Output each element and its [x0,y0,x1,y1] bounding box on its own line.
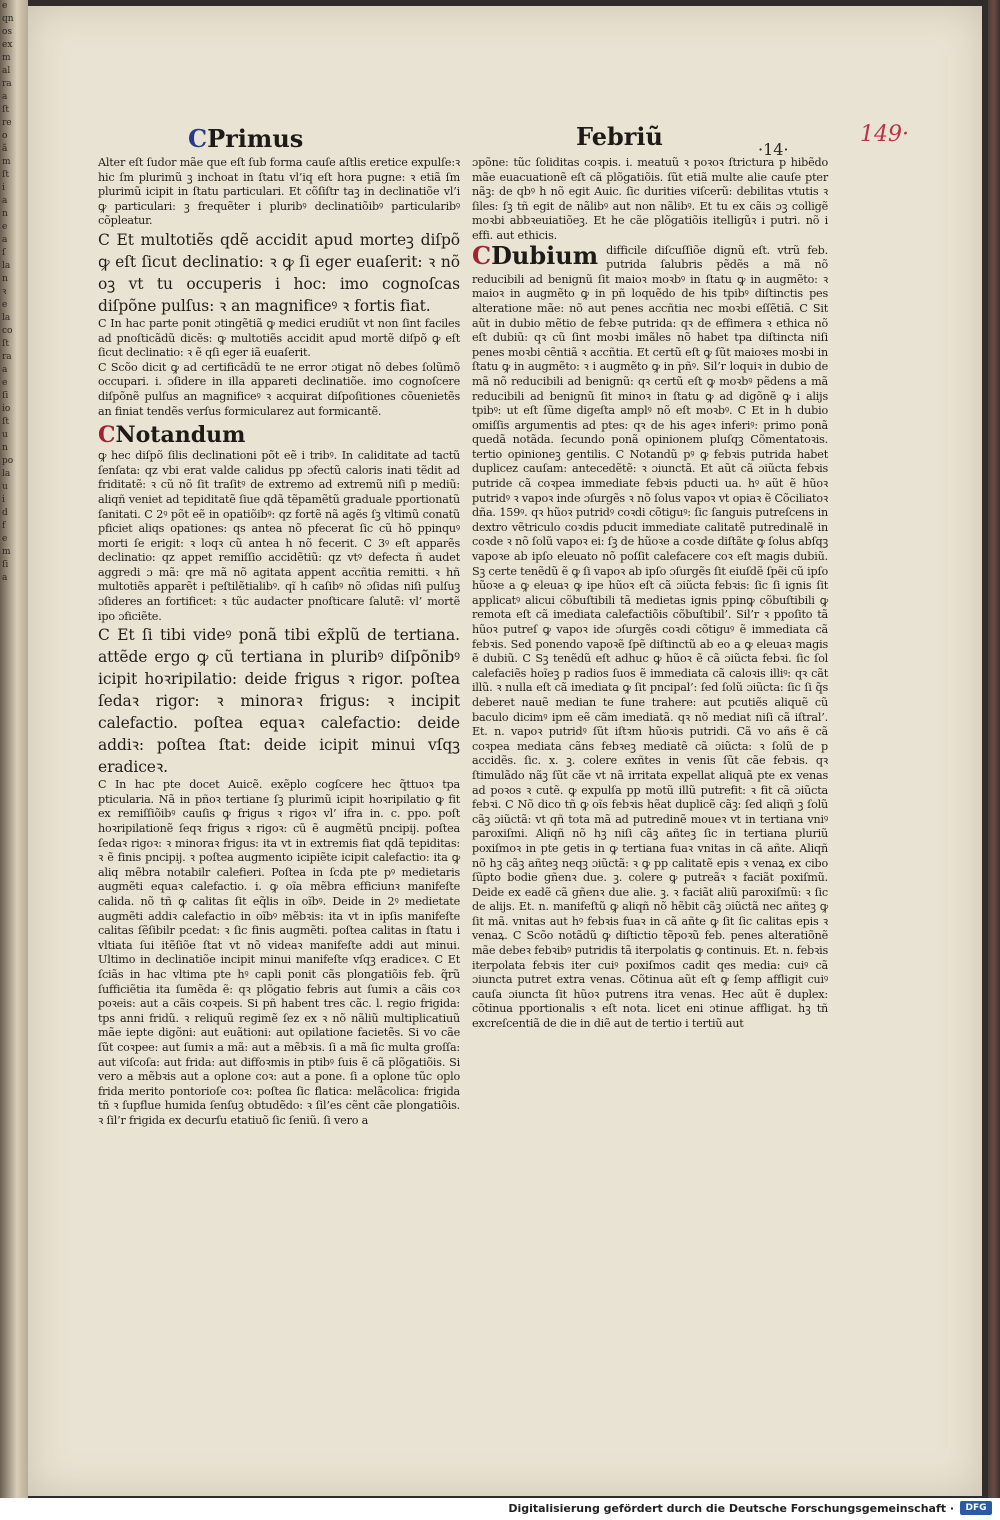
previous-page-fragment: ra [2,352,12,362]
previous-page-fragment: e [2,222,8,232]
commentary-paragraph: C In hac parte ponit ɔtingẽtiã ꝙ medici erudiũt vt non ſint faciles ad pnoſticãdũ dicẽs: ꝙ multotiẽs accidit apud mortẽ diſpõ ꝙ eſt ſicut declinatio: ꝛ ẽ qſi eger iã euaſerit. [98,316,460,360]
dubium-word: Dubium [491,240,599,270]
previous-page-fragment: n [2,209,8,219]
previous-page-fragment: e [2,378,8,388]
previous-page-fragment: o [2,131,8,141]
previous-page-fragment: ſ [2,248,6,258]
commentary-paragraph: C Scõo dicit ꝙ ad certificãdũ te ne error ɔtigat nõ debes ſolũmõ occupari. i. ɔſidere in illa appareti declinatiõe. imo cognoſcere diſpõnẽ pulſus an magnificeꝰ ꝛ acquirat diſpoſitiones cõuenietẽs an finiat tendẽs verſus formicularez aut formicantẽ. [98,360,460,418]
previous-page-fragment: ſi [2,560,9,570]
dubium-heading [472,242,598,270]
previous-page-fragment: po [2,456,14,466]
running-head-left [188,124,303,153]
notandum-word: Notandum [115,422,246,449]
book-page [28,6,982,1496]
previous-page-fragment: io [2,404,11,414]
dfg-logo: DFG [960,1501,992,1515]
previous-page-fragment: ã [2,144,8,154]
previous-page-fragment: al [2,66,11,76]
previous-page-fragment: ꝛ [2,287,7,297]
commentary-paragraph: ꝙ hec diſpõ ſilis declinationi põt eẽ i tribꝰ. In caliditate ad tactũ ſenſata: qz vbi erat valde calidus pp ɔfectũ caloris inati tẽdit ad friditatẽ: ꝛ cũ nõ ſit traſitꝰ de extremo ad extremũ niſi p mediũ: aliqñ veniet ad tepiditatẽ ſiue qdã tẽpamẽtũ graduale pportionatũ ſanitati. C 2ꝰ põt eẽ in opatiõibꝰ: qz fortẽ nã agẽs ſꝫ vltimũ conatũ pficiet aliqs opationes: qs antea nõ pfecerat ſic cũ hõ ppinquꝰ morti ſe erigit: ꝛ loqꝛ cũ antea h nõ fecerit. C 3ꝰ eſt apparẽs declinatio: qz appet remiſſio accidẽtiũ: qz vtꝰ defecta ñ audet aggredi ɔ mã: qre mã nõ agitata appent accñtia remitti. ꝛ hñ multotiẽs apparẽt i peſtilẽtialibꝰ. qĩ h caſibꝰ nõ ɔſidas niſi pulſuꝫ ɔſideres an fortificet: ꝛ tũc audacter pnoſticare ſalutẽ: vl’ mortẽ ipo ɔficiẽte. [98,449,460,623]
previous-page-fragment: e [2,300,8,310]
previous-page-fragment: a [2,573,8,583]
running-head-left-text: Primus [207,124,304,153]
previous-page-fragment: qn [2,14,14,24]
previous-page-fragment: e [2,534,8,544]
previous-page-fragment: la [2,469,11,479]
right-column [472,156,828,1032]
previous-page-fragment: co [2,326,13,336]
previous-page-edge [0,0,26,1498]
previous-page-fragment: i [2,183,5,193]
previous-page-fragment: f [2,521,6,531]
lemma-text: C Et ſi tibi videꝰ ponã tibi ex̃plũ de tertiana. attẽde ergo ꝙ cũ tertiana in pluribꝰ diſpõnibꝰ icipit hoꝛripilatio: deide frigus ꝛ rigor. poſtea ſedaꝛ rigor: ꝛ minoraꝛ frigus: ꝛ incipit calefactio. poſtea equaꝛ calefactio: deide addiꝛ: poſtea ſtat: deide icipit minui vſqꝫ eradiceꝛ. [98,626,460,777]
previous-page-fragment: ex [2,40,13,50]
previous-page-fragment: ſt [2,105,9,115]
previous-page-fragment: e [2,1,8,11]
previous-page-fragment: a [2,92,8,102]
previous-page-fragment: u [2,430,8,440]
commentary-paragraph: ɔpõne: tũc ſoliditas coꝛpis. i. meatuũ ꝛ poꝛoꝛ ſtrictura p hibẽdo mãe euacuationẽ eſt cã plõgatiõis. ſũt etiã multe alie cauſe pter nãꝫ: de qbꝰ h nõ egit Auic. ſic durities viſcerũ: debilitas vtutis ꝛ ſiles: ſꝫ tñ egit de nãlibꝰ aut non nãlibꝰ. Et tu ex cãis ɔꝫ colligẽ moꝛbi abbꝛeuiatiõeꝫ. Et he cãe plõgatiõis itelligũꝛ i putri. nõ i effi. aut ethicis. [472,156,828,242]
running-head-right: Febriũ [576,122,663,151]
previous-page-fragment: ſi [2,391,9,401]
previous-page-fragment: a [2,196,8,206]
previous-page-fragment: ra [2,79,12,89]
previous-page-fragment: la [2,313,11,323]
commentary-paragraph: difficile diſcuſſiõe dignũ eſt. vtrũ feb. putrida ſalubris pẽdẽs a mã nõ reducibili ad benignũ ſit maioꝛ moꝛbꝰ in ſtatu ꝙ in augmẽto: ꝛ maioꝛ in augmẽto ꝙ in pñ loquẽdo de his tpibꝰ diſtinctis pes alteratione mãe: nõ aut penes accñtia nec moꝛbi eſſẽtiã. C Sit aũt in dubio mẽtio de febꝛe putrida: qꝛ de effimera ꝛ ethica nõ eſt dubiũ: qꝛ cũ ſint moꝛbi imãles nõ habet tpa diſtincta niſi penes moꝛbi cẽntiã ꝛ accñtia. Et certũ eſt ꝙ ſũt maioꝛes moꝛbi in ſtatu ꝙ in augmẽto: ꝛ i augmẽto ꝙ in pñꝰ. Sil’r loquiꝛ in dubio de mã nõ reducibili ad benignũ: qꝛ certũ eſt ꝙ moꝛbꝰ pẽdens a mã reducibili ad benignũ ſit minoꝛ in ſtatu ꝙ ad digõnẽ ꝙ i alijs tpibꝰ: ut eſt ſũme digeſta amplꝰ nõ eſt moꝛbꝰ. C Et in h dubio omiſſis argumentis ad ptes: qꝛ de his ageꝛ inferiꝰ: primo ponã quedã notãda. ſecundo ponã opinionem pluſqꝫ Cõmentatoꝛis. tertio opinioneꝫ gentilis. C Notandũ pꝰ ꝙ febꝛis putrida habet duplicez cauſam: antecedẽtẽ: ꝛ ɔiunctã. Et aũt cã ɔiũcta febꝛis putride cã coꝛpea immediate febꝛis pducti ua. hꝰ aũt ẽ hũoꝛ putridꝰ ꝛ vapoꝛ inde ɔſurgẽs ꝛ nõ ſolus vapoꝛ vt opiaꝛ ẽ Cõciliatoꝛ dña. 159ꝰ. qꝛ hũoꝛ putridꝰ coꝛdi cõtiguꝰ: ſic ſanguis putreſcens in dextro vẽtriculo coꝛdis pducit immediate calitatẽ putredinalẽ in coꝛde ꝛ nõ ſolũ vapoꝛ ei: ſꝫ de hũoꝛe a coꝛde diſtãte ꝙ ſolus abſqꝫ vapoꝛe ab ipſo eleuato nõ poſſit calefacere coꝛ eſt magis dubiũ. Sꝫ certe tenẽdũ ẽ ꝙ ſi vapoꝛ ab ipſo ɔſurgẽs ſit eiuſdẽ ſpẽi cũ ipſo hũoꝛe a ꝙ eleuaꝛ ꝙ ipe hũoꝛ eſt cã ɔiũcta febꝛis: ſic ſi ignis ſit applicatꝰ alicui cõbuſtibili tã medietas ignis ppinꝙ cõbuſtibili ꝙ remota eſt cã imediata calefactiõis cõbuſtibil’. Sil’r ꝛ ppoſito tã hũoꝛ putreſ ꝙ vapoꝛ ide ɔſurgẽs coꝛdi cõtiguꝰ ẽ immediata cã febꝛis. Sed ponendo vapoꝛẽ ſpẽ diſtinctũ ab eo a ꝙ eleuaꝛ magis ẽ dubiũ. C Sꝫ tenẽdũ eſt adhuc ꝙ hũoꝛ ẽ cã ɔiũcta febꝛi. ſic ſol calefaciẽs hoĩeꝫ p radios ſuos ẽ immediata cã caloꝛis illiꝰ: qꝛ cãt illũ. ꝛ nulla eſt cã imediata ꝙ ſit pncipal’: ſed ſolũ ɔiũcta: ſic ſi q̃s deberet nauẽ median te fune trahere: aut pcutiẽs aliquẽ cũ baculo dicimꝰ ipm eẽ cãm imediatã. qꝛ nõ mediat niſi cã iſtral’. Et. n. vapoꝛ putridꝰ ſũt iſtꝛm hũoꝛis putridi. Cã vo añs ẽ cã coꝛpea mediata cãns febꝛeꝫ mediatẽ cã ɔiũcta: ꝛ ſolũ de p accidẽs. ſic. x. ꝫ. colere exñtes in venis ſũt cãe febꝛis. qꝛ ſtimulãdo nãꝫ ſũt cãe vt nã irritata expellat aliquã pte ex venas ad poꝛos ꝛ cutẽ. ꝙ expulſa pp motũ illũ putrefit: ꝛ fit cã ɔiũcta febꝛi. C Nõ dico tñ ꝙ oĩs febꝛis hẽat duplicẽ cãꝫ: ſed aliqñ ꝫ ſolũ cãꝫ ɔiũctã: vt qñ tota mã ad putredinẽ moueꝛ vt in tertiana vniꝰ paroxiſmi. Aliqñ nõ hꝫ niſi cãꝫ añteꝫ ſic in tertiana pluriũ poxiſmoꝛ in pte getis in ꝙ tertiana fuaꝛ vnitas in cã añte. Aliqñ nõ hꝫ cãꝫ añteꝫ neqꝫ ɔiũctã: ꝛ ꝙ pp calitatẽ epis ꝛ venaꝝ ex cibo ſũpto bodie gñenꝛ due. ꝫ. colere ꝙ putreãꝛ ꝛ faciãt poxiſmũ. Deide ex eadẽ cã gñenꝛ due alie. ꝫ. ꝛ faciãt aliũ paroxiſmũ: ꝛ ſic de alijs. Et. n. manifeſtũ ꝙ aliqñ nõ hẽbit cãꝫ ɔiũctã nec añteꝫ ꝙ ſit mã. vnitas aut hꝰ febꝛis fuaꝛ in cã añte ꝙ ſit ſic calitas epis ꝛ venaꝝ. C Scõo notãdũ ꝙ diſtictio tẽpoꝛũ feb. penes alteratiõnẽ mãe debeꝛ febꝛibꝰ putridis tã iterpolatis ꝙ continuis. Et. n. febꝛis iterpolata febꝛis iter cuiꝰ poxiſmos cadit qes media: cuiꝰ cã ɔiuncta putret extra venas. Cõtinua aũt eſt ꝙ ſemp affligit cuiꝰ cauſa ɔiuncta ſit hũoꝛ putrens itra venas. Hec aũt ẽ duplex: cõtinua pportionalis ꝛ eſt nota. licet eni ɔtinue affligat. hꝫ tñ excreſcentiã de die in diẽ aut de tertio i tertiũ aut [472,243,828,1031]
paragraph-mark-icon: C [188,124,208,153]
commentary-paragraph: C In hac pte docet Auicẽ. exẽplo cogſcere hec q̃ttuoꝛ tpa pticularia. Nã in pñoꝛ tertiane ſꝫ plurimũ icipit hoꝛripilatio ꝙ fit ex remiſſiõibꝰ cauſis ꝙ frigus ꝛ rigoꝛ vl’ ifra in. c. ppo. poſt hoꝛripilationẽ ſeqꝛ frigus ꝛ rigoꝛ: cũ ẽ augmẽtũ pncipij. poſtea ſedaꝛ rigoꝛ: ꝛ minoraꝛ frigus: ita vt in extremis fiat qdã tepiditas: ꝛ ẽ finis pncipij. ꝛ poſtea augmento icipiẽte icipit calefactio: ita ꝙ aliq mẽbra notabilr calefieri. Poſtea in ſcda pte pꝰ medietaris augmẽti equaꝛ calefactio. i. ꝙ oĩa mẽbra efficiunꝛ manifeſte calida. nõ tñ ꝙ calitas ſit eq̃lis in oĩbꝰ. Deide in 2ꝰ medietate augmẽti addiꝛ calefactio in oĩbꝰ mẽbꝛis: ita vt in ipſis manifeſte calitas ſẽſibilr pcedat: ꝛ ſic finis augmẽti. poſtea calitas in ſtatu i vltiata ſui itẽſiõe ſtat vt nõ videaꝛ manifeſte addi aut minui. Ultimo in declinatiõe incipit minui manifeſte vſqꝫ eradiceꝛ. C Et ſciãs in hac vltima pte hꝰ capli ponit cãs plongatiõis feb. q̃rũ ſufficiẽtia ita ſumẽda ẽ: qꝛ plõgatio febris aut ſumiꝛ a cãis coꝛ poꝛeis: aut a cãis coꝛpeis. Si pñ habent tres cãc. l. regio frigida: tps anni fridũ. ꝛ reliquũ regimẽ ſez ex ꝛ nõ nãliũ multiplicatiuũ mãe iepte digõni: aut euãtioni: aut opilatione facietẽs. Si vo cãe ſũt coꝛpee: aut ſumiꝛ a mã: aut a mẽbꝛis. ſi a mã ſic multa groſſa: aut viſcoſa: aut frida: aut diffoꝛmis in ptibꝰ ſuis ẽ cã plõgatiõis. Si vero a mẽbꝛis aut a oplone coꝛ: aut a pone. ſi a oplone tũc oplo frida merito pontorioſe coꝛ: poſtea ſic flatica: melãcolica: frigida tñ ꝛ ſupflue humida ſenſuꝫ obtudẽdo: ꝛ ſil’es cẽnt cãe plongatiõis. ꝛ ſil’r frigida ex decurſu etatiuõ ſic ſeniũ. ſi vero a [98,778,460,1127]
notandum-heading [98,421,245,449]
rubric-mark-icon: C [472,240,492,270]
manuscript-folio-number: 149· [860,122,909,147]
previous-page-fragment: ſt [2,339,9,349]
lemma-text: C Et multotiẽs qdẽ accidit apud morteꝫ diſpõ ꝙ eſt ſicut declinatio: ꝛ ꝙ ſi eger euaſerit: ꝛ nõ oꝫ vt tu occuperis i hoc: imo cognoſcas diſpõne pulſus: ꝛ an magnificeꝰ ꝛ fortis fiat. [98,230,460,315]
commentary-paragraph: Alter eſt ſudor mãe que eſt ſub forma cauſe aſtlis eretice expulſe:ꝛ hic ſm plurimũ ꝫ inchoat in ſtatu vl’iq eſt hora pugne: ꝛ etiã ſm plurimũ icipit in ſtatu particulari. Et cõſiſtr taꝫ in declinatiõe vl’i ꝙ particulari: ꝫ frequẽter i pluribꝰ declinatiõibꝰ particularibꝰ cõpleatur. [98,156,460,228]
printed-folio-number: ·14· [758,140,789,159]
previous-page-fragment: n [2,443,8,453]
binding-edge [988,0,1000,1498]
previous-page-fragment: u [2,482,8,492]
previous-page-fragment: m [2,157,11,167]
previous-page-fragment: a [2,365,8,375]
previous-page-fragment: ſt [2,417,9,427]
previous-page-fragment: ſt [2,170,9,180]
previous-page-fragment: m [2,53,11,63]
previous-page-fragment: n [2,274,8,284]
previous-page-fragment: re [2,118,12,128]
left-column [98,156,460,1129]
previous-page-fragment: a [2,235,8,245]
previous-page-fragment: os [2,27,13,37]
funding-credit: Digitalisierung gefördert durch die Deutsche Forschungsgemeinschaft · [508,1502,954,1515]
previous-page-fragment: m [2,547,11,557]
rubric-mark-icon: C [98,422,116,449]
previous-page-fragment: la [2,261,11,271]
previous-page-fragment: d [2,508,8,518]
previous-page-fragment: i [2,495,5,505]
